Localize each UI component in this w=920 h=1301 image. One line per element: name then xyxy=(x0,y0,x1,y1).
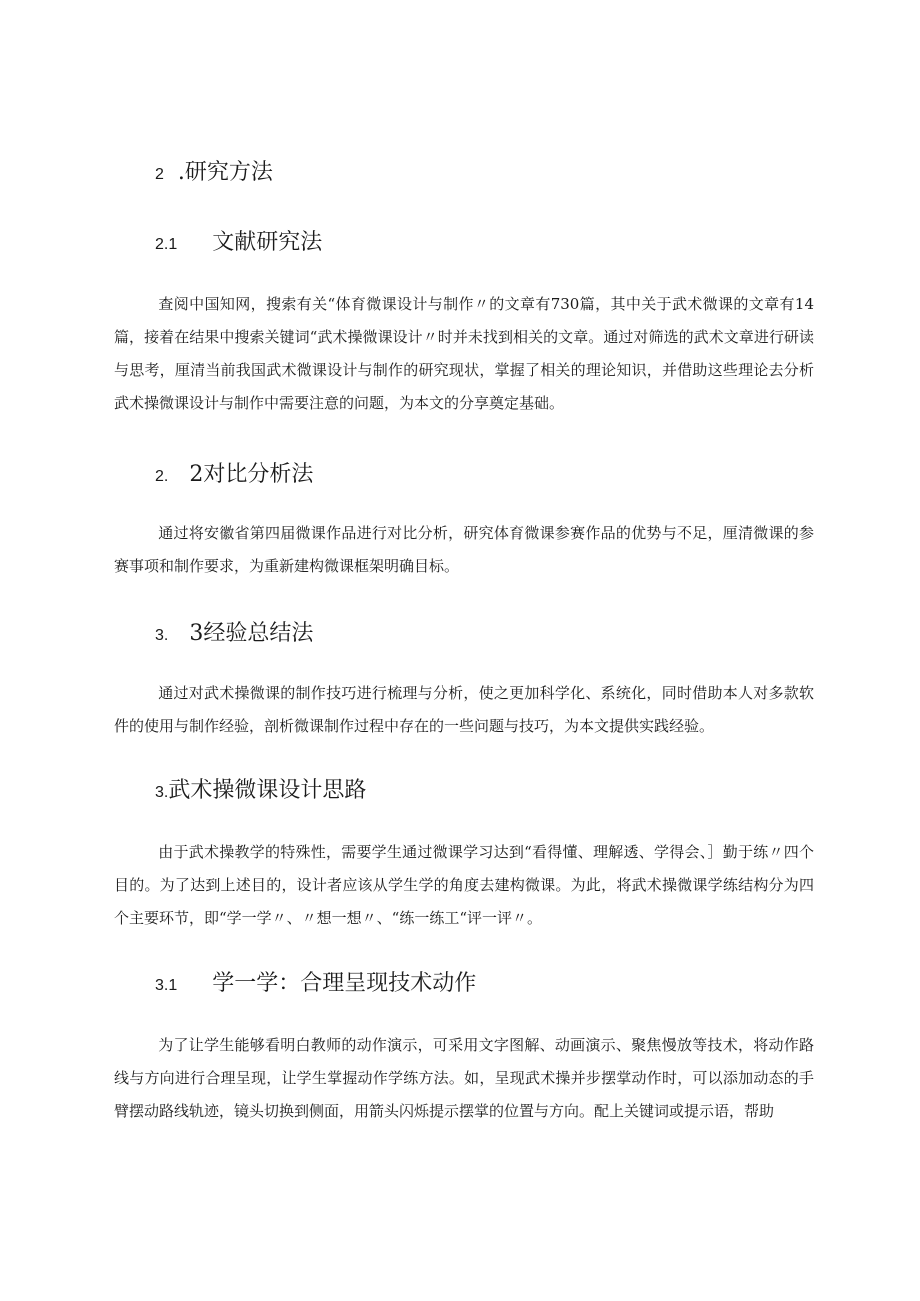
paragraph-experience-method xyxy=(114,677,814,743)
heading-title: 武术操微课设计思路 xyxy=(168,778,367,803)
paragraph-text: 通过对武术操微课的制作技巧进行梳理与分析，使之更加科学化、系统化，同时借助本人对多款软件的使用与制作经验，剖析微课制作过程中存在的一些问题与技巧，为本文提供实践经验。 xyxy=(114,684,814,735)
heading-number: 3. xyxy=(155,627,169,644)
heading-number: 2. xyxy=(155,468,169,485)
heading-experience-method xyxy=(155,619,313,651)
heading-number: 2 xyxy=(155,166,164,183)
paragraph-literature-method xyxy=(114,288,814,420)
paragraph-text: 查阅中国知网，搜索有关“体育微课设计与制作〃的文章有730篇，其中关于武术微课的文章有14篇，接着在结果中搜索关键词“武术操微课设计〃时并未找到相关的文章。通过对筛选的武术文章进行研读与思考，厘清当前我国武术微课设计与制作的研究现状，掌握了相关的理论知识，并借助这些理论去分析武术操微课设计与制作中需要注意的问题，为本文的分享奠定基础。 xyxy=(114,295,814,412)
heading-title: 3经验总结法 xyxy=(189,621,314,646)
heading-number: 3. xyxy=(155,784,169,801)
paragraph-text: 通过将安徽省第四届微课作品进行对比分析，研究体育微课参赛作品的优势与不足，厘清微课的参赛事项和制作要求，为重新建构微课框架明确目标。 xyxy=(114,524,814,575)
heading-title: .研究方法 xyxy=(177,160,273,185)
paragraph-design-thinking xyxy=(114,836,814,935)
heading-literature-method xyxy=(155,228,322,260)
heading-comparison-method xyxy=(155,460,313,492)
heading-number: 2.1 xyxy=(155,236,178,253)
paragraph-learn-section xyxy=(114,1029,814,1128)
paragraph-comparison-method xyxy=(114,517,814,583)
paragraph-text: 由于武术操教学的特殊性，需要学生通过微课学习达到“看得懂、理解透、学得会、］勤于练〃四个目的。为了达到上述目的，设计者应该从学生学的角度去建构微课。为此，将武术操微课学练结构分为四个主要环节，即“学一学〃、〃想一想〃、“练一练工“评一评〃。 xyxy=(114,843,814,927)
paragraph-text: 为了让学生能够看明白教师的动作演示，可采用文字图解、动画演示、聚焦慢放等技术，将动作路线与方向进行合理呈现，让学生掌握动作学练方法。如，呈现武术操并步摆掌动作时，可以添加动态的手臂摆动路线轨迹，镜头切换到侧面，用箭头闪烁提示摆掌的位置与方向。配上关键词或提示语，帮助 xyxy=(114,1036,814,1120)
heading-research-methods xyxy=(155,158,273,190)
heading-design-thinking xyxy=(155,776,366,808)
heading-learn-section xyxy=(155,969,476,1001)
heading-title: 文献研究法 xyxy=(212,230,323,255)
heading-title: 学一学：合理呈现技术动作 xyxy=(212,971,477,996)
heading-number: 3.1 xyxy=(155,977,178,994)
heading-title: 2对比分析法 xyxy=(189,462,314,487)
